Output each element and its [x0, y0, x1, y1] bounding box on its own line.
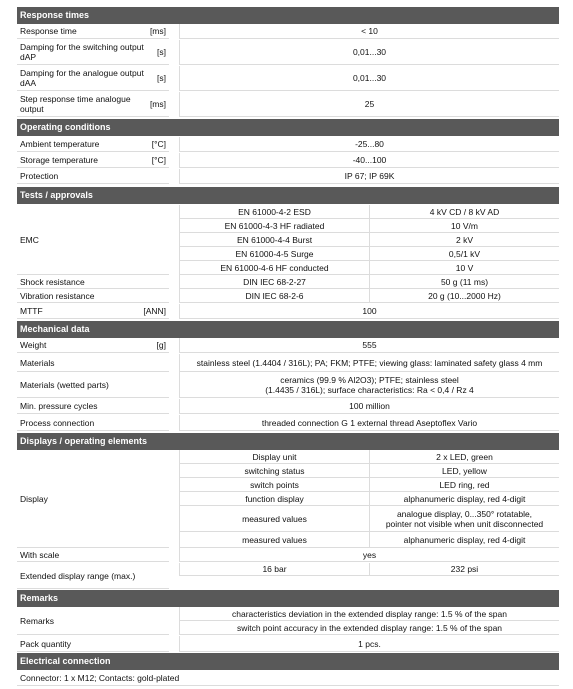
- section-electrical-connection: Electrical connection: [17, 653, 559, 670]
- section-mechanical-data: Mechanical data: [17, 321, 559, 338]
- unit-text: [ms]: [149, 99, 166, 109]
- label-text: Storage temperature: [20, 155, 98, 165]
- value-process-connection: threaded connection G 1 external thread Aseptoflex Vario: [179, 415, 559, 431]
- label-text: With scale: [20, 549, 60, 560]
- display-value: alphanumeric display, red 4-digit: [369, 532, 559, 548]
- emc-value: 2 kV: [369, 233, 559, 247]
- emc-standard: EN 61000-4-4 Burst: [179, 233, 369, 247]
- label-text: Display: [20, 493, 48, 504]
- display-value: alphanumeric display, red 4-digit: [369, 492, 559, 506]
- display-item: switch points: [179, 478, 369, 492]
- row-label-pressure-cycles: [17, 399, 169, 414]
- label-text: Process connection: [20, 417, 95, 428]
- label-text: Remarks: [20, 615, 55, 626]
- value-damping-daa: 0,01...30: [179, 66, 559, 91]
- extended-range-bar: 16 bar: [179, 563, 369, 576]
- row-label-mttf: [17, 304, 169, 319]
- section-displays: Displays / operating elements: [17, 433, 559, 450]
- value-damping-dap: 0,01...30: [179, 40, 559, 65]
- row-label-shock-resistance: [17, 275, 169, 289]
- value-pressure-cycles: 100 million: [179, 399, 559, 414]
- row-label-vibration-resistance: [17, 289, 169, 303]
- row-label-extended-range: [17, 563, 169, 589]
- emc-standard: EN 61000-4-5 Surge: [179, 247, 369, 261]
- remark-line: characteristics deviation in the extended display range: 1.5 % of the span: [179, 607, 559, 621]
- remark-line: switch point accuracy in the extended display range: 1.5 % of the span: [179, 621, 559, 635]
- value-mttf: 100: [179, 304, 559, 319]
- unit-text: [ms]: [149, 26, 166, 36]
- display-item: switching status: [179, 464, 369, 478]
- row-label-weight: [17, 338, 169, 353]
- display-value: 2 x LED, green: [369, 450, 559, 464]
- value-line: ceramics (99.9 % Al2O3); PTFE; stainless steel: [280, 374, 459, 385]
- vibration-value: 20 g (10...2000 Hz): [369, 289, 559, 303]
- emc-standard: EN 61000-4-6 HF conducted: [179, 261, 369, 275]
- value-with-scale: yes: [179, 548, 559, 562]
- display-item: measured values: [179, 532, 369, 548]
- row-label-step-response: [17, 92, 169, 117]
- unit-text: [s]: [157, 73, 166, 83]
- unit-text: [ANN]: [143, 306, 166, 316]
- value-line: analogue display, 0...350° rotatable,: [396, 508, 533, 519]
- value-response-time: < 10: [179, 24, 559, 39]
- label-text: Extended display range (max.): [20, 570, 136, 581]
- row-label-display: [17, 450, 169, 548]
- section-tests-approvals: Tests / approvals: [17, 187, 559, 204]
- section-operating-conditions: Operating conditions: [17, 119, 559, 136]
- emc-value: 4 kV CD / 8 kV AD: [369, 205, 559, 219]
- extended-range-psi: 232 psi: [369, 563, 559, 576]
- unit-text: [s]: [157, 47, 166, 57]
- value-line: pointer not visible when unit disconnected: [385, 518, 544, 529]
- vibration-standard: DIN IEC 68-2-6: [179, 289, 369, 303]
- display-value: LED ring, red: [369, 478, 559, 492]
- label-text: Ambient temperature: [20, 139, 100, 149]
- connector-text: Connector: 1 x M12; Contacts: gold-plated: [17, 671, 559, 686]
- value-materials: stainless steel (1.4404 / 316L); PA; FKM; PTFE; viewing glass: laminated safety glass 4 mm: [179, 354, 559, 372]
- value-materials-wetted: [179, 372, 559, 398]
- display-value: LED, yellow: [369, 464, 559, 478]
- value-pack-quantity: 1 pcs.: [179, 636, 559, 652]
- value-protection: IP 67; IP 69K: [179, 169, 559, 184]
- row-label-response-time: [17, 24, 169, 39]
- unit-text: [°C]: [151, 155, 166, 165]
- value-weight: 555: [179, 338, 559, 353]
- row-label-with-scale: [17, 548, 169, 562]
- label-text: EMC: [20, 234, 39, 245]
- label-text: Materials (wetted parts): [20, 379, 109, 390]
- display-value: [369, 506, 559, 532]
- label-text: Pack quantity: [20, 638, 72, 649]
- row-label-materials: [17, 354, 169, 372]
- label-text: Damping for the analogue output dAA: [20, 68, 144, 88]
- row-label-storage-temperature: [17, 153, 169, 168]
- emc-value: 10 V: [369, 261, 559, 275]
- row-label-protection: [17, 169, 169, 184]
- row-label-emc: [17, 205, 169, 275]
- label-text: Protection: [20, 171, 59, 181]
- emc-value: 10 V/m: [369, 219, 559, 233]
- shock-standard: DIN IEC 68-2-27: [179, 275, 369, 289]
- value-line: (1.4435 / 316L); surface characteristics: Ra < 0,4 / Rz 4: [265, 384, 474, 395]
- value-ambient-temperature: -25...80: [179, 137, 559, 152]
- label-text: Materials: [20, 357, 55, 368]
- shock-value: 50 g (11 ms): [369, 275, 559, 289]
- label-text: Step response time analogue output: [20, 94, 131, 114]
- section-response-times: Response times: [17, 7, 559, 24]
- display-item: function display: [179, 492, 369, 506]
- label-text: Response time: [20, 26, 77, 36]
- row-label-pack-quantity: [17, 636, 169, 652]
- display-item: measured values: [179, 506, 369, 532]
- row-label-damping-dap: [17, 40, 169, 65]
- label-text: Damping for the switching output dAP: [20, 42, 144, 62]
- value-step-response: 25: [179, 92, 559, 117]
- label-text: MTTF: [20, 306, 43, 316]
- row-label-process-connection: [17, 415, 169, 431]
- emc-value: 0,5/1 kV: [369, 247, 559, 261]
- unit-text: [°C]: [151, 139, 166, 149]
- label-text: Shock resistance: [20, 276, 85, 287]
- row-label-remarks: [17, 607, 169, 635]
- row-label-damping-daa: [17, 66, 169, 91]
- label-text: Vibration resistance: [20, 290, 95, 301]
- emc-standard: EN 61000-4-3 HF radiated: [179, 219, 369, 233]
- value-storage-temperature: -40...100: [179, 153, 559, 168]
- emc-standard: EN 61000-4-2 ESD: [179, 205, 369, 219]
- display-item: Display unit: [179, 450, 369, 464]
- row-label-ambient-temperature: [17, 137, 169, 152]
- label-text: Weight: [20, 340, 47, 350]
- section-remarks: Remarks: [17, 590, 559, 607]
- row-label-materials-wetted: [17, 372, 169, 398]
- label-text: Min. pressure cycles: [20, 401, 98, 411]
- unit-text: [g]: [156, 340, 166, 350]
